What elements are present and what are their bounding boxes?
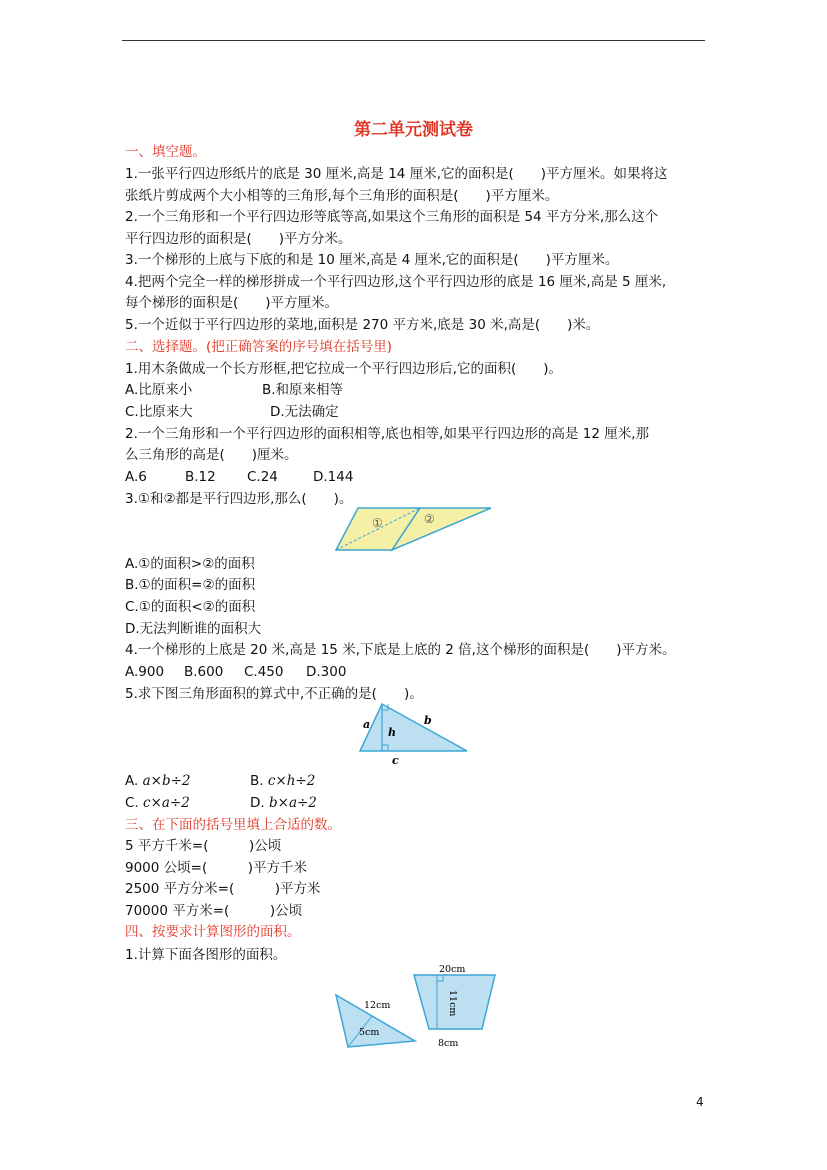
trapezoid-height-label: 11cm [447,990,458,1017]
s2-q1: 1.用木条做成一个长方形框,把它拉成一个平行四边形后,它的面积( )。 [125,361,562,377]
parallelogram-figure [330,504,500,554]
s2-q5-option-c: c×a÷2 [143,795,190,811]
side-c-label: c [392,754,399,767]
trapezoid-bottom-label: 8cm [438,1038,459,1049]
s2-q3-option-b: B.①的面积=②的面积 [125,577,256,593]
s2-q2-options [125,468,353,486]
section-4-heading: 四、按要求计算图形的面积。 [125,924,301,940]
s2-q1-option-b: B.和原来相等 [262,382,344,398]
height-h-label: h [388,726,396,739]
s2-q5-options-cd [125,794,317,812]
trapezoid-top-label: 20cm [439,964,466,975]
section-2-heading: 二、选择题。(把正确答案的序号填在括号里) [125,339,393,355]
s2-q5: 5.求下图三角形面积的算式中,不正确的是( )。 [125,686,423,702]
s2-q5-option-b: c×h÷2 [267,773,316,789]
s2-q2-option-c: C.24 [247,469,278,485]
s2-q1-options-cd [125,403,339,421]
s2-q3-option-c: C.①的面积<②的面积 [125,599,256,615]
s2-q4: 4.一个梯形的上底是 20 米,高是 15 米,下底是上底的 2 倍,这个梯形的面积是( )平方米。 [125,642,676,658]
s2-q5-option-c-prefix: C. [125,795,144,811]
s2-q2-option-a: A.6 [125,469,147,485]
s2-q5-option-b-prefix: B. [250,773,268,789]
s2-q5-options-ab [125,772,315,790]
s2-q1-option-a: A.比原来小 [125,382,193,398]
s4-q1: 1.计算下面各图形的面积。 [125,947,287,963]
area-figures [330,962,505,1052]
triangle-side-label: 12cm [364,1000,391,1011]
s2-q3-option-d: D.无法判断谁的面积大 [125,621,262,637]
s1-q1-line1: 1.一张平行四边形纸片的底是 30 厘米,高是 14 厘米,它的面积是( )平方厘米。如果将这 [125,166,668,182]
s2-q5-option-a-prefix: A. [125,773,143,789]
s2-q3-option-a: A.①的面积>②的面积 [125,556,255,572]
label-1: ① [372,516,383,530]
page-title: 第二单元测试卷 [354,120,473,140]
s1-q3: 3.一个梯形的上底与下底的和是 10 厘米,高是 4 厘米,它的面积是( )平方厘米。 [125,252,619,268]
header-rule [122,40,705,41]
s2-q2-option-d: D.144 [313,469,354,485]
s1-q4-line2: 每个梯形的面积是( )平方厘米。 [125,295,339,311]
s3-line-3: 2500 平方分米=( )平方米 [125,881,321,897]
s2-q2-line1: 2.一个三角形和一个平行四边形的面积相等,底也相等,如果平行四边形的高是 12 厘米,那 [125,426,650,442]
page-number: 4 [696,1095,704,1109]
s1-q1-line2: 张纸片剪成两个大小相等的三角形,每个三角形的面积是( )平方厘米。 [125,188,559,204]
s2-q2-option-b: B.12 [185,469,216,485]
s2-q2-line2: 么三角形的高是( )厘米。 [125,447,298,463]
s3-line-2: 9000 公顷=( )平方千米 [125,860,307,876]
s1-q2-line1: 2.一个三角形和一个平行四边形等底等高,如果这个三角形的面积是 54 平方分米,那么这个 [125,209,659,225]
s2-q3: 3.①和②都是平行四边形,那么( )。 [125,491,353,507]
s2-q4-option-a: A.900 [125,664,165,680]
s2-q5-option-d: b×a÷2 [268,795,317,811]
side-b-label: b [424,714,432,727]
s2-q4-option-d: D.300 [306,664,347,680]
s2-q1-options-ab [125,381,343,399]
s2-q5-option-a: a×b÷2 [142,773,191,789]
s2-q1-option-c: C.比原来大 [125,404,193,420]
s2-q4-option-c: C.450 [244,664,284,680]
s3-line-4: 70000 平方米=( )公顷 [125,903,303,919]
s1-q2-line2: 平行四边形的面积是( )平方分米。 [125,231,352,247]
triangle-figure [352,702,472,770]
triangle-height-label: 5cm [359,1027,380,1038]
section-3-heading: 三、在下面的括号里填上合适的数。 [125,817,341,833]
s1-q5: 5.一个近似于平行四边形的菜地,面积是 270 平方米,底是 30 米,高是( )米。 [125,317,600,333]
s2-q1-option-d: D.无法确定 [270,404,339,420]
s3-line-1: 5 平方千米=( )公顷 [125,838,282,854]
triangle-shape [360,704,467,751]
s1-q4-line1: 4.把两个完全一样的梯形拼成一个平行四边形,这个平行四边形的底是 16 厘米,高是 5 厘米, [125,274,667,290]
s2-q4-options [125,663,346,681]
label-2: ② [424,512,435,526]
s2-q5-option-d-prefix: D. [250,795,269,811]
s2-q4-option-b: B.600 [184,664,224,680]
section-1-heading: 一、填空题。 [125,144,206,160]
side-a-label: a [363,718,371,731]
